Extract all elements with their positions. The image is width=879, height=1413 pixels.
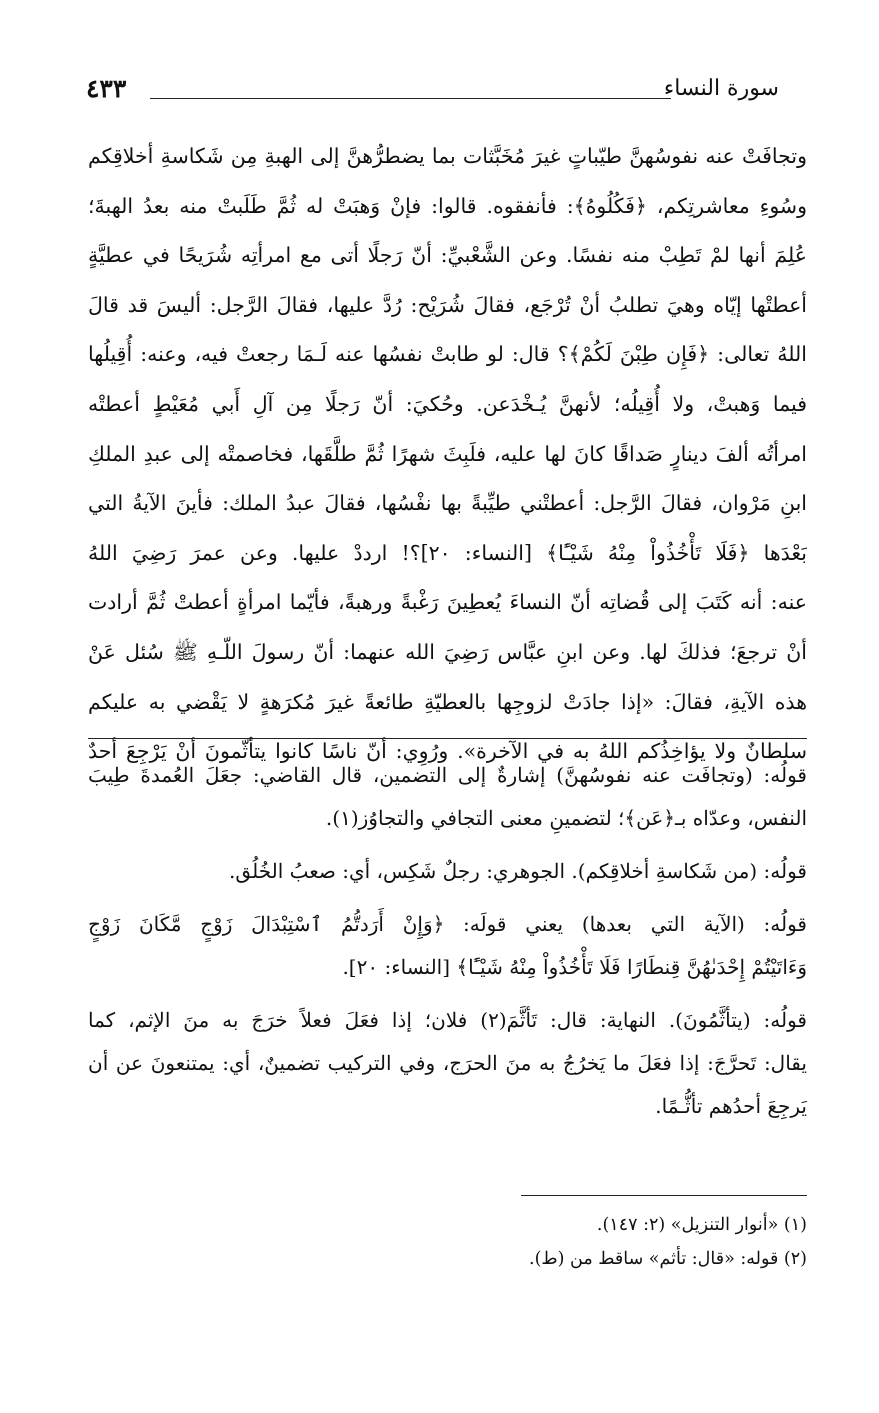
main-text-line: اللهُ تعالى: ﴿فَإِن طِبْنَ لَكُمْ﴾؟ قال: لو طابتْ نفسُها عنه لَـمَا رجعتْ فيه، وعنه: أُقِيلُها [88,342,807,367]
main-text-line: أعطتْها إيّاه وهيَ تطلبُ أنْ تُرْجَع، فقالَ شُرَيْح: رُدَّ عليها، فقالَ الرَّجل: أليسَ قد قالَ [88,292,807,317]
commentary-line: يقال: تَحرَّجَ: إذا فعَلَ ما يَخرُجُ به منَ الحرَج، وفي التركيب تضمينٌ، أي: يمتنعونَ عن أن [88,1051,807,1075]
header-rule [150,98,671,99]
main-text-line: وسُوءِ معاشرتِكم، ﴿فَكُلُوهُ﴾: فأنفقوه. قالوا: فإنْ وَهبَتْ له ثُمَّ طَلَبتْ منه بعدُ الهبةَ؛ [88,193,807,218]
main-text-line: عُلِمَ أنها لمْ تَطِبْ منه نفسًا. وعن الشَّعْبيِّ: أنّ رَجلًا أتى مع امرأتِه شُرَيحًا في عطيَّةٍ [88,243,807,268]
commentary-line: النفس، وعدّاه بـ﴿عَن﴾؛ لتضمينِ معنى التجافي والتجاوُز(١). [325,806,807,830]
main-text-line: سلطانٌ ولا يؤاخِذُكم اللهُ به في الآخرة». ورُوِي: أنّ ناسًا كانوا يتأثّمونَ أنْ يَرْجِعَ أحدٌ [88,739,807,764]
main-text [88,132,807,777]
running-title: سورة النساء [663,76,779,101]
page-number: ٤٣٣ [86,74,127,103]
commentary-paragraph [88,850,807,893]
main-text-line: هذه الآيةِ، فقالَ: «إذا جادَتْ لزوجِها بالعطيّةِ طائعةً غيرَ مُكرَهةٍ لا يَقْضي به عليكم [88,689,807,714]
main-text-line: ابنِ مَرْوان، فقالَ الرَّجل: أعطتْني طيِّبةً بها نفْسُها، فقالَ عبدُ الملك: فأينَ الآيةُ التي [88,491,807,516]
main-text-line: بَعْدَها ﴿فَلَا تَأْخُذُواْ مِنْهُ شَيْـًٔا﴾ [النساء: ٢٠]؟! ارددْ عليها. وعن عمرَ رَضِيَ اللهُ [88,540,807,565]
commentary-paragraph [88,999,807,1128]
commentary-section [88,754,807,1138]
main-text-line: وتجافَتْ عنه نفوسُهنَّ طيّباتٍ غيرَ مُخَبَّثات بما يضطرُّهنَّ إلى الهبةِ مِن شَكاسةِ أخلاقِكم [88,144,807,168]
commentary-paragraph [88,903,807,989]
commentary-line: يَرجِعَ أحدُهم تأثُّـمًا. [655,1094,807,1118]
page-header [86,76,779,116]
commentary-line: قولُه: (وتجافَت عنه نفوسُهنَّ) إشارةٌ إلى التضمين، قال القاضي: جعَلَ العُمدةَ طِيبَ [88,763,807,787]
commentary-line: قولُه: (يتأثَّمُونَ). النهاية: قال: تَأثَّمَ(٢) فلان؛ إذا فعَلَ فعلاً خرَجَ به منَ الإثم، كما [88,1008,807,1032]
main-text-line: عنه: أنه كَتَبَ إلى قُضاتِه أنّ النساءَ يُعطِينَ رَغْبةً ورهبةً، فأيّما امرأةٍ أعطتْ ثُمَّ أرادت [88,590,807,615]
footnotes [88,1208,807,1276]
commentary-paragraph [88,754,807,840]
main-text-line: امرأتُه ألفَ دينارٍ صَداقًا كانَ لها عليه، فلَبِثَ شهرًا ثُمَّ طلَّقَها، فخاصمتْه إلى عبدِ الملكِ [88,441,807,466]
commentary-line: قولُه: (من شَكاسةِ أخلاقِكم). الجوهري: رجلٌ شَكِس، أي: صعبُ الخُلُق. [229,859,807,883]
commentary-line: قولُه: (الآية التي بعدها) يعني قولَه: ﴿وَإِنْ أَرَدتُّمُ ٱسْتِبْدَالَ زَوْجٍ مَّكَانَ زَوْجٍ [88,912,807,936]
main-text-line: أنْ ترجعَ؛ فذلكَ لها. وعن ابنِ عبَّاس رَضِيَ الله عنهما: أنّ رسولَ اللّـهِ ﷺ سُئل عَنْ [88,639,807,664]
main-text-line: فيما وَهبتْ، ولا أُقِيلُه؛ لأنهنَّ يُـخْدَعن. وحُكيَ: أنّ رَجلًا مِن آلِ أَبي مُعَيْطٍ أعطتْه [88,391,807,416]
footnote-line: (١) «أنوار التنزيل» (٢: ١٤٧). [596,1215,807,1235]
footnote-line: (٢) قوله: «قال: تأثم» ساقط من (ط). [529,1249,807,1269]
footnote-separator [521,1195,807,1196]
commentary-line: وَءَاتَيْتُمْ إِحْدَىٰهُنَّ قِنطَارًا فَلَا تَأْخُذُواْ مِنْهُ شَيْـًٔا﴾ [النساء: ٢٠]. [342,955,807,979]
commentary-separator [88,738,807,739]
